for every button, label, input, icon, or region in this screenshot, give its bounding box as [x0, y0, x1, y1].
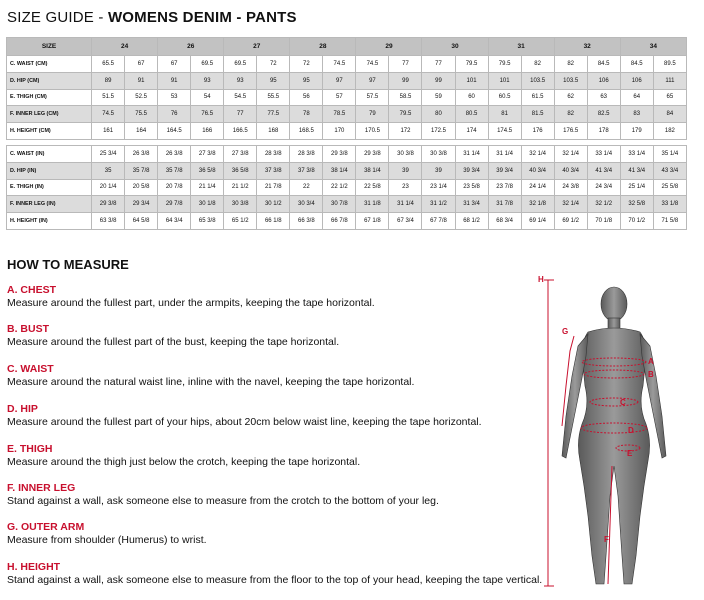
value-cell: 84: [653, 106, 686, 123]
value-cell: 75.5: [125, 106, 158, 123]
value-cell: 170.5: [356, 123, 389, 140]
value-cell: 23: [389, 179, 422, 196]
measurement-row: [7, 72, 687, 89]
value-cell: 32 1/4: [554, 196, 587, 213]
value-cell: 179: [620, 123, 653, 140]
measure-item-chest: [7, 284, 375, 310]
value-cell: 67 3/4: [389, 213, 422, 230]
value-cell: 79.5: [455, 56, 488, 73]
measure-text: Measure around the thigh just below the crotch, keeping the tape horizontal.: [7, 456, 361, 468]
value-cell: 166.5: [224, 123, 257, 140]
value-cell: 78: [290, 106, 323, 123]
value-cell: 69 1/2: [554, 213, 587, 230]
size-header-cell: 24: [92, 38, 158, 56]
how-to-measure-heading: HOW TO MEASURE: [7, 257, 129, 272]
row-label: F. INNER LEG (CM): [7, 106, 92, 123]
measure-item-bust: [7, 323, 339, 349]
measure-item-outer-arm: [7, 521, 207, 547]
value-cell: 64: [620, 89, 653, 106]
measure-text: Measure around the fullest part, under the armpits, keeping the tape horizontal.: [7, 297, 375, 309]
size-header-cell: 29: [356, 38, 422, 56]
row-label: C. WAIST (CM): [7, 56, 92, 73]
value-cell: 31 3/4: [455, 196, 488, 213]
value-cell: 27 3/8: [191, 145, 224, 162]
value-cell: 97: [356, 72, 389, 89]
value-cell: 63 3/8: [92, 213, 125, 230]
value-cell: 182: [653, 123, 686, 140]
value-cell: 31 1/4: [455, 145, 488, 162]
value-cell: 83: [620, 106, 653, 123]
row-label: H. HEIGHT (CM): [7, 123, 92, 140]
measure-text: Measure from shoulder (Humerus) to wrist.: [7, 534, 207, 546]
value-cell: 74.5: [323, 56, 356, 73]
size-header-label: SIZE: [7, 38, 92, 56]
measurement-row: [7, 213, 687, 230]
measurement-row: [7, 196, 687, 213]
value-cell: 32 1/2: [587, 196, 620, 213]
value-cell: 32 5/8: [620, 196, 653, 213]
value-cell: 101: [488, 72, 521, 89]
value-cell: 35 7/8: [158, 162, 191, 179]
value-cell: 32 1/8: [521, 196, 554, 213]
value-cell: 21 1/4: [191, 179, 224, 196]
value-cell: 23 5/8: [455, 179, 488, 196]
value-cell: 82: [521, 56, 554, 73]
label-c: C: [620, 398, 626, 407]
value-cell: 39: [422, 162, 455, 179]
size-header-cell: 26: [158, 38, 224, 56]
value-cell: 91: [125, 72, 158, 89]
value-cell: 29 3/4: [125, 196, 158, 213]
value-cell: 176.5: [554, 123, 587, 140]
measure-title: B. BUST: [7, 323, 49, 335]
value-cell: 31 1/4: [488, 145, 521, 162]
value-cell: 51.5: [92, 89, 125, 106]
value-cell: 24 1/4: [521, 179, 554, 196]
value-cell: 69.5: [191, 56, 224, 73]
value-cell: 67 1/8: [356, 213, 389, 230]
value-cell: 172.5: [422, 123, 455, 140]
measure-item-hip: [7, 403, 482, 429]
value-cell: 81: [488, 106, 521, 123]
measurement-row: [7, 179, 687, 196]
value-cell: 25 5/8: [653, 179, 686, 196]
value-cell: 168.5: [290, 123, 323, 140]
value-cell: 55.5: [257, 89, 290, 106]
value-cell: 164.5: [158, 123, 191, 140]
size-header-cell: 34: [620, 38, 686, 56]
row-label: D. HIP (IN): [7, 162, 92, 179]
value-cell: 79: [356, 106, 389, 123]
row-label: C. WAIST (IN): [7, 145, 92, 162]
value-cell: 77: [224, 106, 257, 123]
value-cell: 33 1/4: [587, 145, 620, 162]
size-header-cell: 31: [488, 38, 554, 56]
measure-item-inner-leg: [7, 482, 439, 508]
value-cell: 78.5: [323, 106, 356, 123]
value-cell: 79.5: [488, 56, 521, 73]
measurement-row: [7, 56, 687, 73]
value-cell: 106: [620, 72, 653, 89]
value-cell: 76: [158, 106, 191, 123]
value-cell: 72: [257, 56, 290, 73]
value-cell: 33 1/8: [653, 196, 686, 213]
size-header-cell: 32: [554, 38, 620, 56]
measure-title: G. OUTER ARM: [7, 521, 85, 533]
value-cell: 23 7/8: [488, 179, 521, 196]
value-cell: 77: [389, 56, 422, 73]
measure-title: E. THIGH: [7, 443, 53, 455]
measurement-row: [7, 162, 687, 179]
page-title: [7, 9, 297, 26]
size-table: [6, 37, 687, 230]
value-cell: 57.5: [356, 89, 389, 106]
value-cell: 29 3/8: [323, 145, 356, 162]
value-cell: 27 3/8: [224, 145, 257, 162]
value-cell: 103.5: [554, 72, 587, 89]
title-prefix: SIZE GUIDE -: [7, 9, 108, 26]
measure-item-waist: [7, 363, 414, 389]
value-cell: 164: [125, 123, 158, 140]
value-cell: 22: [290, 179, 323, 196]
value-cell: 106: [587, 72, 620, 89]
value-cell: 39 3/4: [455, 162, 488, 179]
label-b: B: [648, 370, 654, 379]
value-cell: 24 3/8: [554, 179, 587, 196]
row-label: D. HIP (CM): [7, 72, 92, 89]
value-cell: 84.5: [587, 56, 620, 73]
size-header-cell: 27: [224, 38, 290, 56]
value-cell: 60.5: [488, 89, 521, 106]
measurement-row: [7, 106, 687, 123]
value-cell: 30 3/8: [389, 145, 422, 162]
row-label: H. HEIGHT (IN): [7, 213, 92, 230]
value-cell: 89.5: [653, 56, 686, 73]
value-cell: 43 3/4: [653, 162, 686, 179]
value-cell: 111: [653, 72, 686, 89]
value-cell: 174: [455, 123, 488, 140]
value-cell: 37 3/8: [257, 162, 290, 179]
value-cell: 35: [92, 162, 125, 179]
value-cell: 64 5/8: [125, 213, 158, 230]
body-measurement-figure: [528, 266, 700, 596]
value-cell: 66 1/8: [257, 213, 290, 230]
value-cell: 33 1/4: [620, 145, 653, 162]
value-cell: 31 1/8: [356, 196, 389, 213]
value-cell: 24 3/4: [587, 179, 620, 196]
value-cell: 176: [521, 123, 554, 140]
measure-title: F. INNER LEG: [7, 482, 76, 494]
value-cell: 68 3/4: [488, 213, 521, 230]
value-cell: 40 3/4: [554, 162, 587, 179]
value-cell: 65: [653, 89, 686, 106]
value-cell: 66 7/8: [323, 213, 356, 230]
value-cell: 30 1/8: [191, 196, 224, 213]
value-cell: 20 7/8: [158, 179, 191, 196]
value-cell: 37 3/8: [290, 162, 323, 179]
value-cell: 166: [191, 123, 224, 140]
size-header-cell: 28: [290, 38, 356, 56]
value-cell: 62: [554, 89, 587, 106]
size-table-body: [7, 38, 687, 230]
value-cell: 22 1/2: [323, 179, 356, 196]
label-e: E: [627, 449, 633, 458]
value-cell: 54.5: [224, 89, 257, 106]
value-cell: 54: [191, 89, 224, 106]
measure-text: Stand against a wall, ask someone else to measure from the crotch to the bottom of your leg.: [7, 495, 439, 507]
value-cell: 28 3/8: [257, 145, 290, 162]
value-cell: 65.5: [92, 56, 125, 73]
value-cell: 20 5/8: [125, 179, 158, 196]
value-cell: 80: [422, 106, 455, 123]
value-cell: 89: [92, 72, 125, 89]
value-cell: 79.5: [389, 106, 422, 123]
value-cell: 23 1/4: [422, 179, 455, 196]
value-cell: 30 7/8: [323, 196, 356, 213]
value-cell: 74.5: [356, 56, 389, 73]
measure-text: Stand against a wall, ask someone else to measure from the floor to the top of your head, keeping the tape vertical.: [7, 574, 543, 586]
value-cell: 20 1/4: [92, 179, 125, 196]
value-cell: 60: [455, 89, 488, 106]
value-cell: 91: [158, 72, 191, 89]
measure-text: Measure around the natural waist line, inline with the navel, keeping the tape horizontal.: [7, 376, 415, 388]
body-silhouette: [562, 287, 666, 584]
value-cell: 36 5/8: [224, 162, 257, 179]
body-figure-svg: [528, 266, 700, 596]
value-cell: 30 3/8: [422, 145, 455, 162]
value-cell: 161: [92, 123, 125, 140]
label-a: A: [648, 357, 654, 366]
value-cell: 29 3/8: [92, 196, 125, 213]
value-cell: 21 7/8: [257, 179, 290, 196]
value-cell: 52.5: [125, 89, 158, 106]
value-cell: 67: [158, 56, 191, 73]
value-cell: 95: [290, 72, 323, 89]
value-cell: 39: [389, 162, 422, 179]
value-cell: 30 3/4: [290, 196, 323, 213]
label-f: F: [604, 535, 609, 544]
value-cell: 25 1/4: [620, 179, 653, 196]
size-header-cell: 30: [422, 38, 488, 56]
value-cell: 66 3/8: [290, 213, 323, 230]
size-header-row: [7, 38, 687, 56]
value-cell: 82: [554, 106, 587, 123]
value-cell: 82: [554, 56, 587, 73]
value-cell: 74.5: [92, 106, 125, 123]
value-cell: 40 3/4: [521, 162, 554, 179]
value-cell: 21 1/2: [224, 179, 257, 196]
value-cell: 82.5: [587, 106, 620, 123]
value-cell: 77: [422, 56, 455, 73]
value-cell: 56: [290, 89, 323, 106]
measure-title: A. CHEST: [7, 284, 57, 296]
value-cell: 32 1/4: [521, 145, 554, 162]
value-cell: 64 3/4: [158, 213, 191, 230]
value-cell: 38 1/4: [356, 162, 389, 179]
value-cell: 39 3/4: [488, 162, 521, 179]
value-cell: 80.5: [455, 106, 488, 123]
value-cell: 69.5: [224, 56, 257, 73]
label-d: D: [628, 426, 634, 435]
value-cell: 168: [257, 123, 290, 140]
value-cell: 93: [224, 72, 257, 89]
value-cell: 103.5: [521, 72, 554, 89]
row-label: E. THIGH (IN): [7, 179, 92, 196]
value-cell: 70 1/2: [620, 213, 653, 230]
value-cell: 59: [422, 89, 455, 106]
value-cell: 26 3/8: [125, 145, 158, 162]
value-cell: 57: [323, 89, 356, 106]
value-cell: 69 1/4: [521, 213, 554, 230]
value-cell: 172: [389, 123, 422, 140]
value-cell: 99: [422, 72, 455, 89]
value-cell: 38 1/4: [323, 162, 356, 179]
value-cell: 93: [191, 72, 224, 89]
value-cell: 30 1/2: [257, 196, 290, 213]
measure-text: Measure around the fullest part of your hips, about 20cm below waist line, keeping the tape horizontal.: [7, 416, 482, 428]
value-cell: 178: [587, 123, 620, 140]
value-cell: 35 1/4: [653, 145, 686, 162]
value-cell: 31 7/8: [488, 196, 521, 213]
value-cell: 22 5/8: [356, 179, 389, 196]
measurement-row: [7, 89, 687, 106]
value-cell: 174.5: [488, 123, 521, 140]
title-main: WOMENS DENIM - PANTS: [107, 9, 297, 26]
value-cell: 29 7/8: [158, 196, 191, 213]
value-cell: 63: [587, 89, 620, 106]
value-cell: 81.5: [521, 106, 554, 123]
measure-title: C. WAIST: [7, 363, 54, 375]
measure-item-thigh: [7, 443, 360, 469]
row-label: E. THIGH (CM): [7, 89, 92, 106]
value-cell: 61.5: [521, 89, 554, 106]
value-cell: 30 3/8: [224, 196, 257, 213]
value-cell: 170: [323, 123, 356, 140]
measure-item-height: [7, 561, 542, 587]
value-cell: 36 5/8: [191, 162, 224, 179]
value-cell: 101: [455, 72, 488, 89]
value-cell: 67: [125, 56, 158, 73]
value-cell: 72: [290, 56, 323, 73]
value-cell: 25 3/4: [92, 145, 125, 162]
value-cell: 97: [323, 72, 356, 89]
value-cell: 28 3/8: [290, 145, 323, 162]
value-cell: 58.5: [389, 89, 422, 106]
label-h: H: [538, 275, 544, 284]
value-cell: 76.5: [191, 106, 224, 123]
value-cell: 65 3/8: [191, 213, 224, 230]
value-cell: 26 3/8: [158, 145, 191, 162]
measurement-row: [7, 123, 687, 140]
value-cell: 32 1/4: [554, 145, 587, 162]
value-cell: 99: [389, 72, 422, 89]
row-label: F. INNER LEG (IN): [7, 196, 92, 213]
value-cell: 95: [257, 72, 290, 89]
value-cell: 41 3/4: [587, 162, 620, 179]
value-cell: 84.5: [620, 56, 653, 73]
value-cell: 53: [158, 89, 191, 106]
value-cell: 29 3/8: [356, 145, 389, 162]
value-cell: 68 1/2: [455, 213, 488, 230]
value-cell: 65 1/2: [224, 213, 257, 230]
value-cell: 67 7/8: [422, 213, 455, 230]
label-g: G: [562, 327, 569, 336]
measurement-row: [7, 145, 687, 162]
value-cell: 71 5/8: [653, 213, 686, 230]
value-cell: 31 1/2: [422, 196, 455, 213]
value-cell: 35 7/8: [125, 162, 158, 179]
value-cell: 70 1/8: [587, 213, 620, 230]
measure-title: H. HEIGHT: [7, 561, 61, 573]
value-cell: 41 3/4: [620, 162, 653, 179]
measure-text: Measure around the fullest part of the bust, keeping the tape horizontal.: [7, 336, 340, 348]
measure-title: D. HIP: [7, 403, 38, 415]
value-cell: 77.5: [257, 106, 290, 123]
value-cell: 31 1/4: [389, 196, 422, 213]
